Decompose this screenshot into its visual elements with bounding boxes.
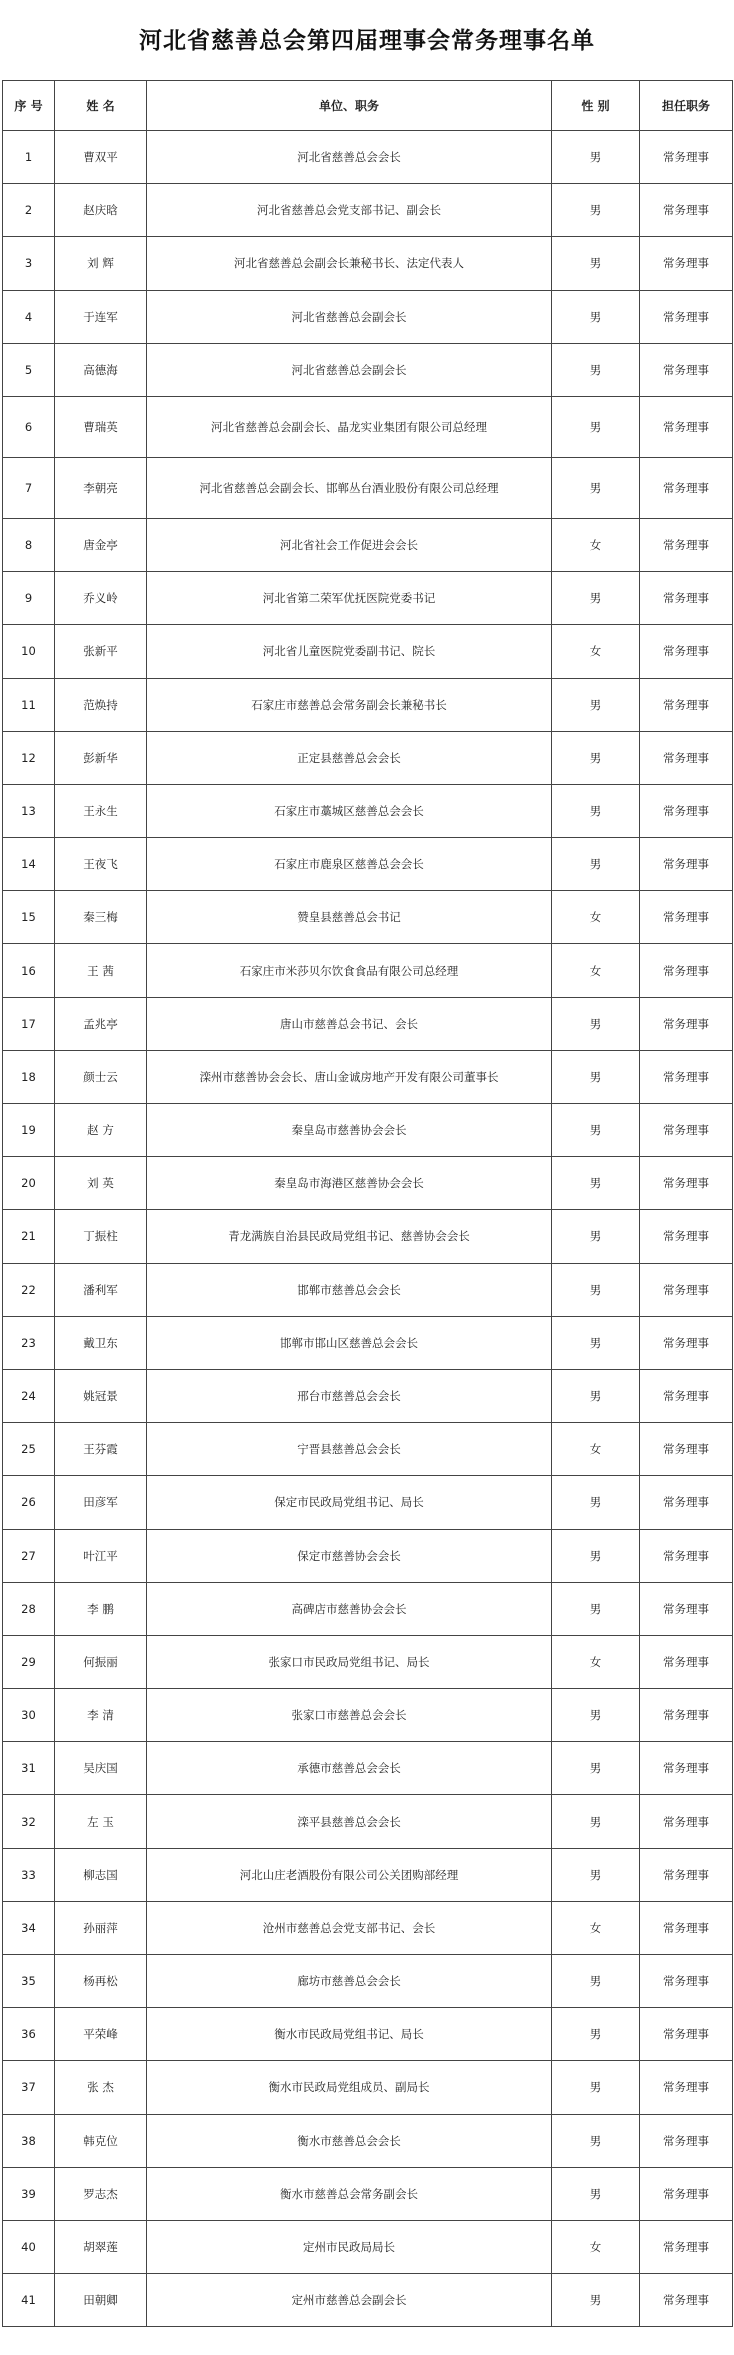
- cell-unit: 张家口市民政局党组书记、局长: [147, 1635, 552, 1688]
- cell-role: 常务理事: [640, 518, 733, 571]
- cell-role: 常务理事: [640, 1369, 733, 1422]
- cell-unit: 定州市民政局局长: [147, 2220, 552, 2273]
- cell-name: 曹瑞英: [55, 396, 147, 457]
- cell-role: 常务理事: [640, 1848, 733, 1901]
- cell-no: 18: [3, 1050, 55, 1103]
- cell-no: 16: [3, 944, 55, 997]
- cell-role: 常务理事: [640, 131, 733, 184]
- cell-no: 29: [3, 1635, 55, 1688]
- cell-unit: 唐山市慈善总会书记、会长: [147, 997, 552, 1050]
- table-header-row: [3, 81, 733, 131]
- table-row: [3, 838, 733, 891]
- table-row: [3, 2114, 733, 2167]
- cell-role: 常务理事: [640, 1689, 733, 1742]
- cell-name: 刘 辉: [55, 237, 147, 290]
- cell-name: 罗志杰: [55, 2167, 147, 2220]
- table-row: [3, 2220, 733, 2273]
- cell-no: 35: [3, 1955, 55, 2008]
- cell-sex: 男: [552, 2274, 640, 2327]
- table-row: [3, 343, 733, 396]
- cell-no: 15: [3, 891, 55, 944]
- table-row: [3, 997, 733, 1050]
- cell-unit: 廊坊市慈善总会会长: [147, 1955, 552, 2008]
- cell-unit: 邯郸市慈善总会会长: [147, 1263, 552, 1316]
- cell-sex: 男: [552, 131, 640, 184]
- cell-sex: 男: [552, 1529, 640, 1582]
- cell-sex: 男: [552, 1104, 640, 1157]
- cell-sex: 女: [552, 2220, 640, 2273]
- table-row: [3, 1955, 733, 2008]
- cell-role: 常务理事: [640, 625, 733, 678]
- cell-sex: 女: [552, 625, 640, 678]
- cell-name: 姚冠景: [55, 1369, 147, 1422]
- cell-unit: 石家庄市藁城区慈善总会会长: [147, 784, 552, 837]
- table-row: [3, 1369, 733, 1422]
- cell-sex: 男: [552, 1263, 640, 1316]
- cell-name: 杨再松: [55, 1955, 147, 2008]
- cell-sex: 男: [552, 678, 640, 731]
- cell-role: 常务理事: [640, 184, 733, 237]
- cell-sex: 男: [552, 1050, 640, 1103]
- cell-sex: 男: [552, 838, 640, 891]
- cell-no: 24: [3, 1369, 55, 1422]
- cell-no: 36: [3, 2008, 55, 2061]
- cell-role: 常务理事: [640, 1742, 733, 1795]
- cell-name: 平荣峰: [55, 2008, 147, 2061]
- cell-unit: 河北省慈善总会会长: [147, 131, 552, 184]
- table-row: [3, 518, 733, 571]
- cell-role: 常务理事: [640, 1316, 733, 1369]
- cell-unit: 河北省慈善总会副会长、晶龙实业集团有限公司总经理: [147, 396, 552, 457]
- cell-unit: 衡水市民政局党组书记、局长: [147, 2008, 552, 2061]
- cell-role: 常务理事: [640, 731, 733, 784]
- table-row: [3, 1795, 733, 1848]
- cell-name: 胡翠莲: [55, 2220, 147, 2273]
- cell-unit: 衡水市慈善总会会长: [147, 2114, 552, 2167]
- table-row: [3, 1848, 733, 1901]
- cell-unit: 正定县慈善总会会长: [147, 731, 552, 784]
- cell-role: 常务理事: [640, 944, 733, 997]
- table-row: [3, 891, 733, 944]
- cell-unit: 保定市民政局党组书记、局长: [147, 1476, 552, 1529]
- cell-sex: 男: [552, 457, 640, 518]
- cell-name: 韩克位: [55, 2114, 147, 2167]
- cell-no: 26: [3, 1476, 55, 1529]
- cell-unit: 邢台市慈善总会会长: [147, 1369, 552, 1422]
- table-row: [3, 396, 733, 457]
- cell-sex: 女: [552, 891, 640, 944]
- cell-sex: 女: [552, 1901, 640, 1954]
- table-row: [3, 184, 733, 237]
- cell-name: 范焕持: [55, 678, 147, 731]
- cell-no: 6: [3, 396, 55, 457]
- cell-role: 常务理事: [640, 784, 733, 837]
- cell-name: 颜士云: [55, 1050, 147, 1103]
- cell-no: 19: [3, 1104, 55, 1157]
- cell-sex: 女: [552, 518, 640, 571]
- cell-sex: 男: [552, 2114, 640, 2167]
- cell-name: 王芬霞: [55, 1423, 147, 1476]
- cell-sex: 男: [552, 731, 640, 784]
- cell-no: 41: [3, 2274, 55, 2327]
- cell-sex: 男: [552, 1476, 640, 1529]
- cell-role: 常务理事: [640, 2061, 733, 2114]
- table-row: [3, 1210, 733, 1263]
- cell-sex: 男: [552, 343, 640, 396]
- cell-name: 高德海: [55, 343, 147, 396]
- cell-unit: 石家庄市米莎贝尔饮食食品有限公司总经理: [147, 944, 552, 997]
- cell-no: 2: [3, 184, 55, 237]
- cell-unit: 邯郸市邯山区慈善总会会长: [147, 1316, 552, 1369]
- cell-name: 潘利军: [55, 1263, 147, 1316]
- table-row: [3, 625, 733, 678]
- table-row: [3, 1582, 733, 1635]
- cell-sex: 男: [552, 396, 640, 457]
- cell-role: 常务理事: [640, 2008, 733, 2061]
- cell-unit: 河北省第二荣军优抚医院党委书记: [147, 572, 552, 625]
- cell-role: 常务理事: [640, 838, 733, 891]
- table-row: [3, 237, 733, 290]
- cell-role: 常务理事: [640, 997, 733, 1050]
- cell-no: 7: [3, 457, 55, 518]
- cell-sex: 男: [552, 290, 640, 343]
- cell-unit: 高碑店市慈善协会会长: [147, 1582, 552, 1635]
- cell-no: 37: [3, 2061, 55, 2114]
- cell-name: 乔义岭: [55, 572, 147, 625]
- table-row: [3, 572, 733, 625]
- cell-name: 李 鹏: [55, 1582, 147, 1635]
- cell-role: 常务理事: [640, 1210, 733, 1263]
- cell-unit: 河北省慈善总会党支部书记、副会长: [147, 184, 552, 237]
- cell-name: 赵庆晗: [55, 184, 147, 237]
- cell-role: 常务理事: [640, 1901, 733, 1954]
- cell-unit: 衡水市慈善总会常务副会长: [147, 2167, 552, 2220]
- cell-no: 11: [3, 678, 55, 731]
- cell-role: 常务理事: [640, 290, 733, 343]
- cell-sex: 男: [552, 1848, 640, 1901]
- cell-name: 张新平: [55, 625, 147, 678]
- cell-name: 李 清: [55, 1689, 147, 1742]
- cell-sex: 男: [552, 997, 640, 1050]
- table-row: [3, 2061, 733, 2114]
- cell-name: 张 杰: [55, 2061, 147, 2114]
- cell-no: 38: [3, 2114, 55, 2167]
- cell-unit: 石家庄市鹿泉区慈善总会会长: [147, 838, 552, 891]
- cell-name: 田朝卿: [55, 2274, 147, 2327]
- table-row: [3, 678, 733, 731]
- cell-role: 常务理事: [640, 457, 733, 518]
- cell-role: 常务理事: [640, 2167, 733, 2220]
- cell-sex: 男: [552, 1795, 640, 1848]
- cell-name: 王永生: [55, 784, 147, 837]
- cell-name: 丁振柱: [55, 1210, 147, 1263]
- cell-name: 何振丽: [55, 1635, 147, 1688]
- cell-no: 13: [3, 784, 55, 837]
- cell-name: 叶江平: [55, 1529, 147, 1582]
- cell-no: 22: [3, 1263, 55, 1316]
- cell-sex: 男: [552, 1582, 640, 1635]
- cell-sex: 男: [552, 1955, 640, 2008]
- header-unit: 单位、职务: [147, 81, 552, 131]
- table-row: [3, 290, 733, 343]
- cell-role: 常务理事: [640, 1104, 733, 1157]
- cell-unit: 河北省慈善总会副会长: [147, 343, 552, 396]
- cell-unit: 河北省慈善总会副会长: [147, 290, 552, 343]
- cell-unit: 张家口市慈善总会会长: [147, 1689, 552, 1742]
- cell-no: 31: [3, 1742, 55, 1795]
- cell-no: 27: [3, 1529, 55, 1582]
- cell-role: 常务理事: [640, 237, 733, 290]
- table-row: [3, 1689, 733, 1742]
- cell-no: 33: [3, 1848, 55, 1901]
- cell-sex: 男: [552, 572, 640, 625]
- cell-no: 5: [3, 343, 55, 396]
- cell-name: 柳志国: [55, 1848, 147, 1901]
- cell-role: 常务理事: [640, 1955, 733, 2008]
- cell-unit: 河北省慈善总会副会长兼秘书长、法定代表人: [147, 237, 552, 290]
- cell-no: 20: [3, 1157, 55, 1210]
- cell-unit: 滦州市慈善协会会长、唐山金诚房地产开发有限公司董事长: [147, 1050, 552, 1103]
- cell-name: 刘 英: [55, 1157, 147, 1210]
- cell-role: 常务理事: [640, 1529, 733, 1582]
- cell-role: 常务理事: [640, 343, 733, 396]
- table-row: [3, 1157, 733, 1210]
- table-row: [3, 2008, 733, 2061]
- cell-sex: 女: [552, 1423, 640, 1476]
- cell-no: 9: [3, 572, 55, 625]
- page-title: 河北省慈善总会第四届理事会常务理事名单: [139, 27, 595, 54]
- table-row: [3, 1050, 733, 1103]
- cell-no: 34: [3, 1901, 55, 1954]
- cell-sex: 男: [552, 1369, 640, 1422]
- roster-table: [2, 80, 733, 2327]
- cell-role: 常务理事: [640, 1157, 733, 1210]
- cell-name: 李朝亮: [55, 457, 147, 518]
- header-sex: 性 别: [552, 81, 640, 131]
- cell-name: 唐金亭: [55, 518, 147, 571]
- cell-sex: 男: [552, 1742, 640, 1795]
- table-row: [3, 1423, 733, 1476]
- cell-sex: 男: [552, 2167, 640, 2220]
- cell-no: 30: [3, 1689, 55, 1742]
- cell-unit: 宁晋县慈善总会会长: [147, 1423, 552, 1476]
- cell-sex: 男: [552, 1689, 640, 1742]
- header-name: 姓 名: [55, 81, 147, 131]
- cell-no: 25: [3, 1423, 55, 1476]
- cell-unit: 河北省儿童医院党委副书记、院长: [147, 625, 552, 678]
- cell-no: 28: [3, 1582, 55, 1635]
- table-row: [3, 944, 733, 997]
- cell-name: 王夜飞: [55, 838, 147, 891]
- cell-role: 常务理事: [640, 678, 733, 731]
- cell-name: 孙丽萍: [55, 1901, 147, 1954]
- table-row: [3, 1476, 733, 1529]
- cell-no: 12: [3, 731, 55, 784]
- cell-role: 常务理事: [640, 1795, 733, 1848]
- cell-name: 吴庆国: [55, 1742, 147, 1795]
- table-row: [3, 1742, 733, 1795]
- cell-unit: 青龙满族自治县民政局党组书记、慈善协会会长: [147, 1210, 552, 1263]
- cell-role: 常务理事: [640, 2274, 733, 2327]
- cell-unit: 赞皇县慈善总会书记: [147, 891, 552, 944]
- table-row: [3, 731, 733, 784]
- cell-unit: 石家庄市慈善总会常务副会长兼秘书长: [147, 678, 552, 731]
- table-row: [3, 2274, 733, 2327]
- table-row: [3, 1104, 733, 1157]
- cell-sex: 男: [552, 2061, 640, 2114]
- cell-sex: 男: [552, 1316, 640, 1369]
- table-row: [3, 1901, 733, 1954]
- cell-sex: 男: [552, 2008, 640, 2061]
- cell-sex: 男: [552, 237, 640, 290]
- cell-name: 田彦军: [55, 1476, 147, 1529]
- cell-name: 左 玉: [55, 1795, 147, 1848]
- cell-no: 14: [3, 838, 55, 891]
- cell-no: 23: [3, 1316, 55, 1369]
- cell-no: 40: [3, 2220, 55, 2273]
- cell-sex: 男: [552, 1157, 640, 1210]
- cell-role: 常务理事: [640, 572, 733, 625]
- cell-role: 常务理事: [640, 1582, 733, 1635]
- cell-name: 戴卫东: [55, 1316, 147, 1369]
- cell-role: 常务理事: [640, 1635, 733, 1688]
- cell-sex: 男: [552, 184, 640, 237]
- cell-role: 常务理事: [640, 2220, 733, 2273]
- table-row: [3, 1635, 733, 1688]
- cell-sex: 女: [552, 944, 640, 997]
- cell-name: 彭新华: [55, 731, 147, 784]
- cell-role: 常务理事: [640, 1423, 733, 1476]
- header-no: 序 号: [3, 81, 55, 131]
- cell-no: 21: [3, 1210, 55, 1263]
- cell-no: 1: [3, 131, 55, 184]
- cell-unit: 滦平县慈善总会会长: [147, 1795, 552, 1848]
- cell-unit: 承德市慈善总会会长: [147, 1742, 552, 1795]
- cell-role: 常务理事: [640, 1263, 733, 1316]
- cell-unit: 秦皇岛市海港区慈善协会会长: [147, 1157, 552, 1210]
- cell-no: 39: [3, 2167, 55, 2220]
- table-row: [3, 784, 733, 837]
- cell-unit: 河北山庄老酒股份有限公司公关团购部经理: [147, 1848, 552, 1901]
- cell-unit: 衡水市民政局党组成员、副局长: [147, 2061, 552, 2114]
- table-row: [3, 2167, 733, 2220]
- cell-unit: 河北省慈善总会副会长、邯郸丛台酒业股份有限公司总经理: [147, 457, 552, 518]
- cell-name: 赵 方: [55, 1104, 147, 1157]
- cell-role: 常务理事: [640, 2114, 733, 2167]
- table-row: [3, 457, 733, 518]
- cell-no: 17: [3, 997, 55, 1050]
- cell-unit: 保定市慈善协会会长: [147, 1529, 552, 1582]
- table-row: [3, 131, 733, 184]
- cell-no: 10: [3, 625, 55, 678]
- cell-sex: 男: [552, 1210, 640, 1263]
- cell-role: 常务理事: [640, 396, 733, 457]
- table-row: [3, 1529, 733, 1582]
- cell-no: 32: [3, 1795, 55, 1848]
- header-role: 担任职务: [640, 81, 733, 131]
- roster-body: [3, 131, 733, 2327]
- cell-no: 3: [3, 237, 55, 290]
- cell-no: 8: [3, 518, 55, 571]
- cell-sex: 女: [552, 1635, 640, 1688]
- cell-name: 王 茜: [55, 944, 147, 997]
- cell-unit: 河北省社会工作促进会会长: [147, 518, 552, 571]
- cell-unit: 沧州市慈善总会党支部书记、会长: [147, 1901, 552, 1954]
- cell-name: 曹双平: [55, 131, 147, 184]
- cell-unit: 定州市慈善总会副会长: [147, 2274, 552, 2327]
- cell-name: 于连军: [55, 290, 147, 343]
- cell-role: 常务理事: [640, 1050, 733, 1103]
- cell-no: 4: [3, 290, 55, 343]
- cell-sex: 男: [552, 784, 640, 837]
- cell-role: 常务理事: [640, 1476, 733, 1529]
- cell-name: 秦三梅: [55, 891, 147, 944]
- table-row: [3, 1263, 733, 1316]
- cell-name: 孟兆亭: [55, 997, 147, 1050]
- cell-role: 常务理事: [640, 891, 733, 944]
- cell-unit: 秦皇岛市慈善协会会长: [147, 1104, 552, 1157]
- table-row: [3, 1316, 733, 1369]
